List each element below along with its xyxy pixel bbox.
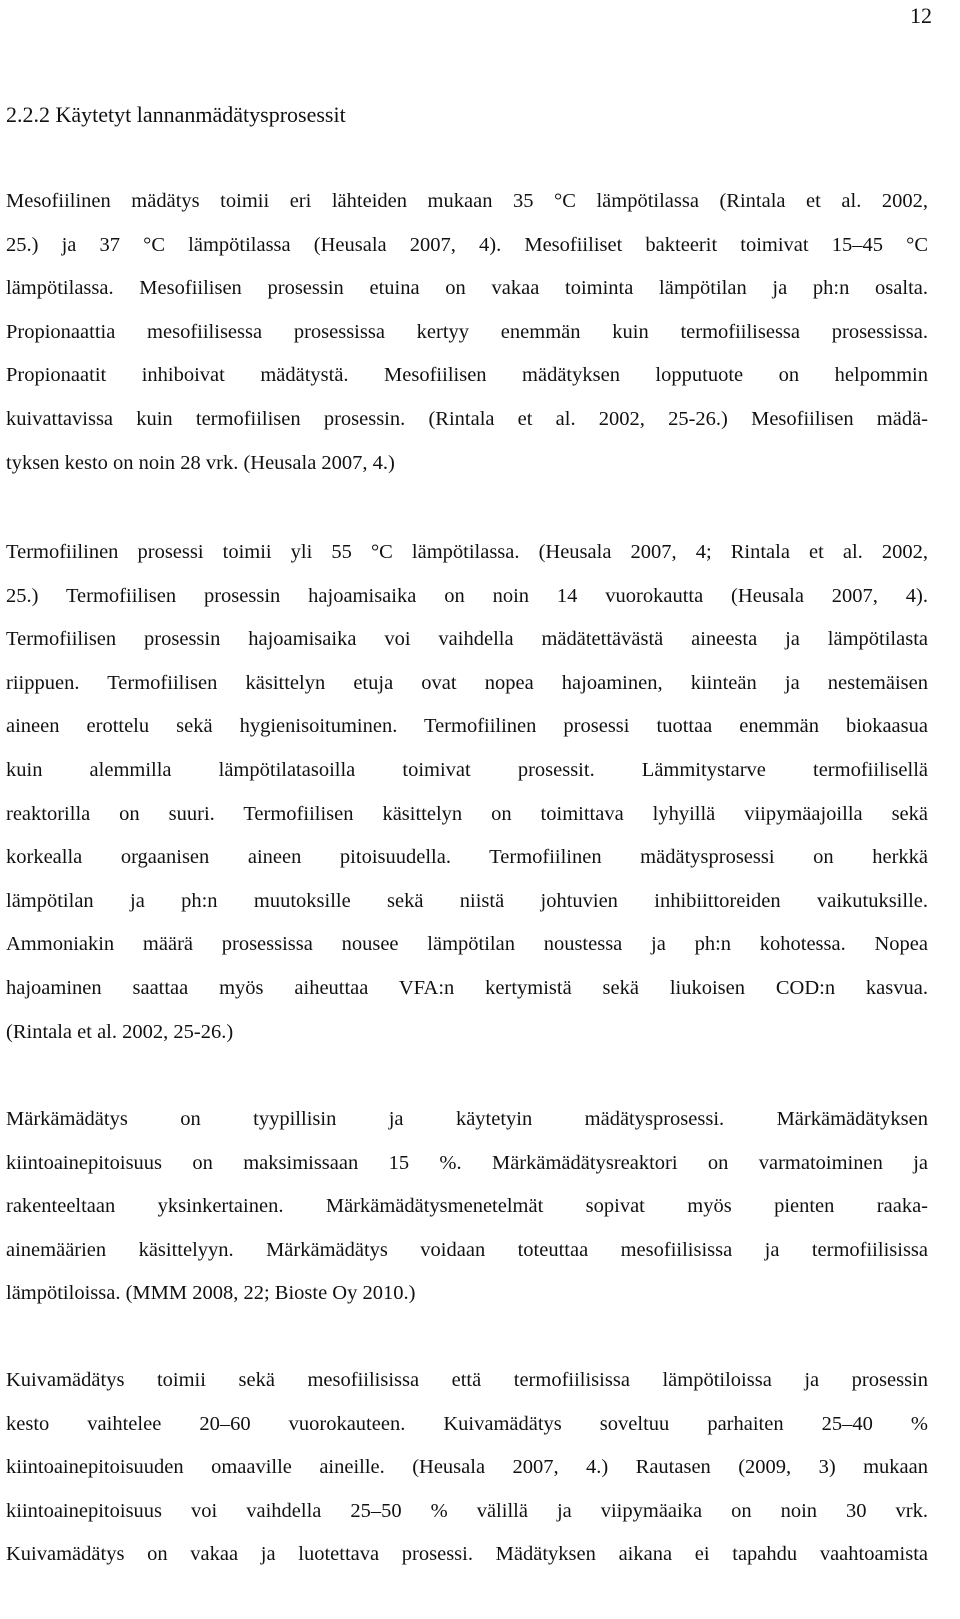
text-line: hajoaminen saattaa myös aiheuttaa VFA:n kertymistä sekä liukoisen COD:n kasvua. <box>6 976 928 999</box>
text-line: rakenteeltaan yksinkertainen. Märkämädätysmenetelmät sopivat myös pienten raaka- <box>6 1195 928 1218</box>
text-line: korkealla orgaanisen aineen pitoisuudella. Termofiilinen mädätysprosessi on herkkä <box>6 846 928 869</box>
text-line: kuin alemmilla lämpötilatasoilla toimivat prosessit. Lämmitystarve termofiilisellä <box>6 758 928 781</box>
text-line: lämpötilan ja ph:n muutoksille sekä niistä johtuvien inhibiittoreiden vaikutuksille. <box>6 889 928 912</box>
text-line: Propionaatit inhiboivat mädätystä. Mesofiilisen mädätyksen lopputuote on helpommin <box>6 364 928 387</box>
text-line: 25.) Termofiilisen prosessin hajoamisaika on noin 14 vuorokautta (Heusala 2007, 4). <box>6 584 928 607</box>
text-line: lämpötiloissa. (MMM 2008, 22; Bioste Oy 2010.) <box>6 1282 416 1305</box>
text-line: kiintoainepitoisuuden omaaville aineille. (Heusala 2007, 4.) Rautasen (2009, 3) mukaan <box>6 1456 928 1479</box>
text-line: lämpötilassa. Mesofiilisen prosessin etuina on vakaa toiminta lämpötilan ja ph:n osalta. <box>6 277 928 300</box>
text-line: 25.) ja 37 °C lämpötilassa (Heusala 2007, 4). Mesofiiliset bakteerit toimivat 15–45 °C <box>6 233 928 256</box>
text-line: ainemäärien käsittelyyn. Märkämädätys voidaan toteuttaa mesofiilisissa ja termofiilisissa <box>6 1238 928 1261</box>
text-line: Ammoniakin määrä prosessissa nousee lämpötilan noustessa ja ph:n kohotessa. Nopea <box>6 933 928 956</box>
page-number: 12 <box>910 3 932 28</box>
text-line: Termofiilisen prosessin hajoamisaika voi vaihdella mädätettävästä aineesta ja lämpötilasta <box>6 628 928 651</box>
text-line: reaktorilla on suuri. Termofiilisen käsittelyn on toimittava lyhyillä viipymäajoilla sekä <box>6 802 928 825</box>
paragraph-wet-digestion <box>6 1098 928 1316</box>
paragraph-mesophilic <box>6 180 928 485</box>
text-line: aineen erottelu sekä hygienisoituminen. Termofiilinen prosessi tuottaa enemmän biokaasua <box>6 715 928 738</box>
text-line: kuivattavissa kuin termofiilisen prosessin. (Rintala et al. 2002, 25-26.) Mesofiilisen mädä- <box>6 407 928 430</box>
text-line: Termofiilinen prosessi toimii yli 55 °C lämpötilassa. (Heusala 2007, 4; Rintala et al. 2002, <box>6 541 928 563</box>
section-heading: 2.2.2 Käytetyt lannanmädätysprosessit <box>6 102 346 127</box>
text-line: Kuivamädätys toimii sekä mesofiilisissa että termofiilisissa lämpötiloissa ja prosessin <box>6 1369 928 1391</box>
text-line: riippuen. Termofiilisen käsittelyn etuja ovat nopea hajoaminen, kiinteän ja nestemäisen <box>6 671 928 694</box>
text-line: (Rintala et al. 2002, 25-26.) <box>6 1020 234 1043</box>
text-line: kesto vaihtelee 20–60 vuorokauteen. Kuivamädätys soveltuu parhaiten 25–40 % <box>6 1412 928 1435</box>
text-line: Propionaattia mesofiilisessa prosessissa kertyy enemmän kuin termofiilisessa prosessissa. <box>6 320 928 343</box>
text-line: Kuivamädätys on vakaa ja luotettava prosessi. Mädätyksen aikana ei tapahdu vaahtoamista <box>6 1543 928 1566</box>
text-line: Mesofiilinen mädätys toimii eri lähteiden mukaan 35 °C lämpötilassa (Rintala et al. 2002, <box>6 190 928 212</box>
paragraph-dry-digestion <box>6 1359 928 1577</box>
text-line: kiintoainepitoisuus on maksimissaan 15 %. Märkämädätysreaktori on varmatoiminen ja <box>6 1151 928 1174</box>
text-line: tyksen kesto on noin 28 vrk. (Heusala 2007, 4.) <box>6 451 395 474</box>
text-line: kiintoainepitoisuus voi vaihdella 25–50 % välillä ja viipymäaika on noin 30 vrk. <box>6 1499 928 1522</box>
text-line: Märkämädätys on tyypillisin ja käytetyin mädätysprosessi. Märkämädätyksen <box>6 1108 928 1130</box>
paragraph-thermophilic <box>6 531 928 1054</box>
